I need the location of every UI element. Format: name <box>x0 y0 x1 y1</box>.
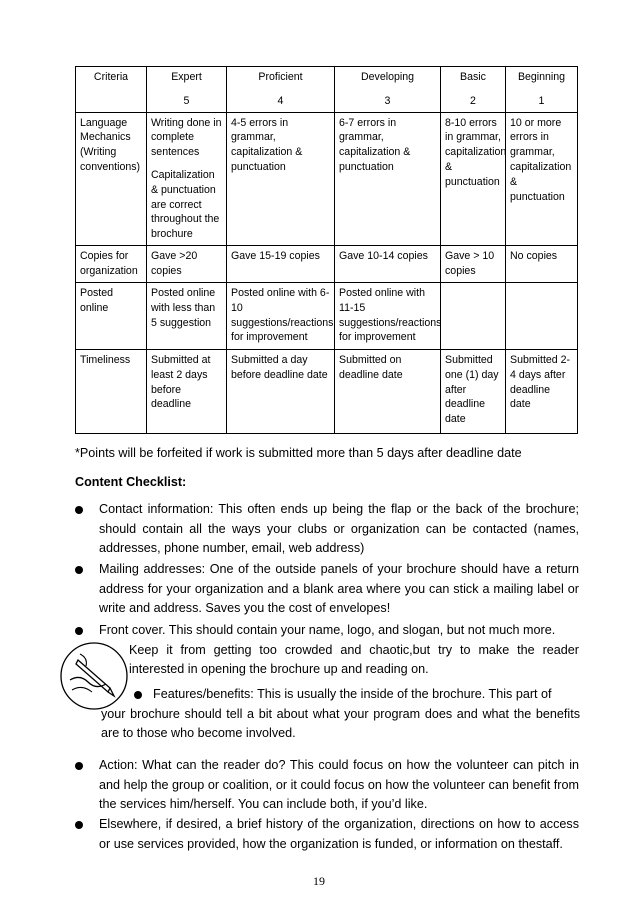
bullet-icon <box>134 691 142 699</box>
bullet-icon <box>75 506 83 514</box>
checklist-item-elsewhere: Elsewhere, if desired, a brief history of the organization, directions on how to access or use services provided, how the organization is funded, or information on thestaff. <box>99 815 579 854</box>
checklist-item-mailing: Mailing addresses: One of the outside panels of your brochure should have a return address for your organization and a blank area where you can stick a mailing label or write and address. Saves you the cost of envelopes! <box>99 560 579 619</box>
checklist-item-action: Action: What can the reader do? This could focus on how the volunteer can pitch in and help the group or coalition, or it could focus on how the volunteer can benefit from the services him/herself. You can include both, if you’d like. <box>99 756 579 815</box>
cell-beginning <box>506 282 578 349</box>
cell-proficient: Posted online with 6-10 suggestions/reactions for improvement <box>227 282 335 349</box>
table-row <box>76 349 578 433</box>
cell-developing: Submitted on deadline date <box>335 349 441 433</box>
cell-basic: Gave > 10 copies <box>441 245 506 282</box>
header-developing: Developing 3 <box>335 67 441 113</box>
cell-expert: Writing done in complete sentences Capitalization & punctuation are correct throughout the brochure <box>147 112 227 245</box>
rubric-table <box>75 66 578 434</box>
cell-proficient: Submitted a day before deadline date <box>227 349 335 433</box>
cell-basic: 8-10 errors in grammar, capitalization & punctuation <box>441 112 506 245</box>
cell-proficient: 4-5 errors in grammar, capitalization & punctuation <box>227 112 335 245</box>
cell-beginning: 10 or more errors in grammar, capitalization & punctuation <box>506 112 578 245</box>
cell-expert: Gave >20 copies <box>147 245 227 282</box>
cell-criteria: Timeliness <box>76 349 147 433</box>
bullet-icon <box>75 627 83 635</box>
checklist-item-features: Features/benefits: This is usually the inside of the brochure. This part of your brochure should tell a bit about what your program does and what the benefits are to those who become involved. <box>101 687 580 740</box>
cell-criteria: Language Mechanics (Writing conventions) <box>76 112 147 245</box>
cell-expert: Posted online with less than 5 suggestion <box>147 282 227 349</box>
rubric-header-row <box>76 67 578 113</box>
forfeit-note: *Points will be forfeited if work is submitted more than 5 days after deadline date <box>75 446 522 460</box>
page-number: 19 <box>313 874 325 888</box>
checklist-title: Content Checklist: <box>75 475 187 489</box>
cell-basic <box>441 282 506 349</box>
header-basic: Basic 2 <box>441 67 506 113</box>
checklist-item-front-cover: Front cover. This should contain your name, logo, and slogan, but not much more. Keep it from getting too crowded and chaotic,but try to make the reader interested in opening the brochure up and reading on. <box>99 621 579 680</box>
cell-beginning: Submitted 2-4 days after deadline date <box>506 349 578 433</box>
cell-developing: 6-7 errors in grammar, capitalization & punctuation <box>335 112 441 245</box>
header-criteria: Criteria <box>76 67 147 113</box>
cell-proficient: Gave 15-19 copies <box>227 245 335 282</box>
header-proficient: Proficient 4 <box>227 67 335 113</box>
bullet-icon <box>75 821 83 829</box>
cell-criteria: Copies for organization <box>76 245 147 282</box>
table-row <box>76 112 578 245</box>
bullet-icon <box>75 762 83 770</box>
header-beginning: Beginning 1 <box>506 67 578 113</box>
table-row <box>76 245 578 282</box>
cell-criteria: Posted online <box>76 282 147 349</box>
checklist-item-contact: Contact information: This often ends up being the flap or the back of the brochure; should contain all the ways your clubs or organization can be contacted (names, addresses, phone number, email, web address) <box>99 500 579 559</box>
cell-beginning: No copies <box>506 245 578 282</box>
cell-basic: Submitted one (1) day after deadline date <box>441 349 506 433</box>
table-row <box>76 282 578 349</box>
bullet-icon <box>75 566 83 574</box>
header-expert: Expert 5 <box>147 67 227 113</box>
cell-developing: Gave 10-14 copies <box>335 245 441 282</box>
cell-expert: Submitted at least 2 days before deadline <box>147 349 227 433</box>
cell-developing: Posted online with 11-15 suggestions/reactions for improvement <box>335 282 441 349</box>
